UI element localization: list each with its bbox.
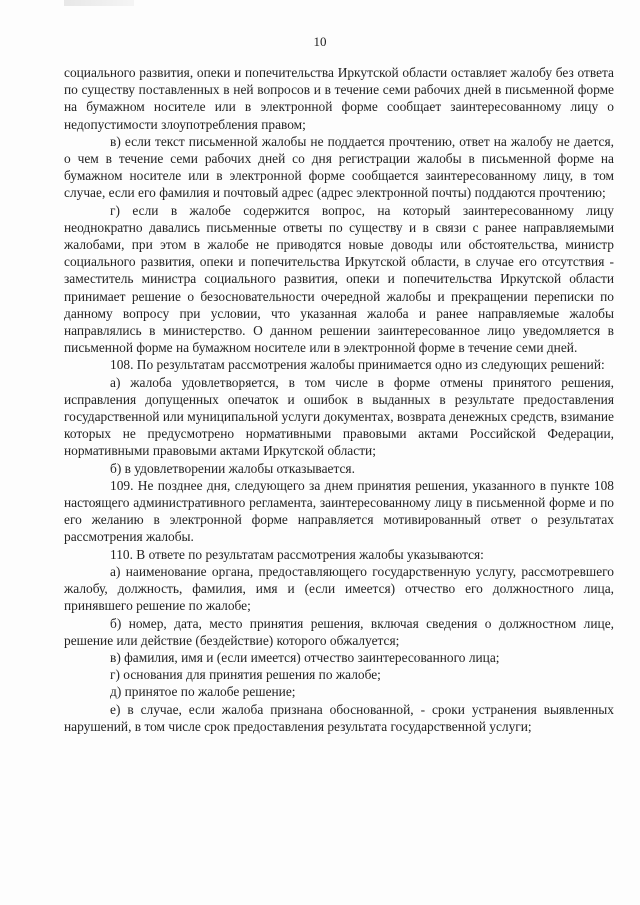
paragraph-item-v: в) если текст письменной жалобы не поддается прочтению, ответ на жалобу не дается, о чем в течение семи рабочих дней со дня регистрации жалобы в письменной форме на бумажном носителе или в электронной форме сообщается заинтересованному лицу, в том случае, если его фамилия и почтовый адрес (адрес электронной почты) поддаются прочтению; bbox=[64, 133, 614, 201]
paragraph-110-item-a: а) наименование органа, предоставляющего государственную услугу, рассмотревшего жалобу, должность, фамилия, имя и (если имеется) отчество его должностного лица, принявшего решение по жалобе; bbox=[64, 563, 614, 614]
paragraph-clause-110: 110. В ответе по результатам рассмотрения жалобы указываются: bbox=[110, 546, 484, 562]
document-body bbox=[64, 64, 614, 735]
paragraph-110-item-d: д) принятое по жалобе решение; bbox=[110, 684, 296, 700]
paragraph-110-item-v: в) фамилия, имя и (если имеется) отчество заинтересованного лица; bbox=[110, 649, 500, 665]
paragraph-110-item-b: б) номер, дата, место принятия решения, включая сведения о должностном лице, решение или действие (бездействие) которого обжалуется; bbox=[64, 615, 614, 648]
paragraph-110-item-g: г) основания для принятия решения по жалобе; bbox=[110, 667, 381, 683]
paragraph-108-item-a: а) жалоба удовлетворяется, в том числе в форме отмены принятого решения, исправления допущенных опечаток и ошибок в выданных в результате предоставления государственной или муниципальной услуги документах, возврата денежных средств, взимание которых не предусмотрено нормативными правовыми актами Российской Федерации, нормативными правовыми актами Иркутской области; bbox=[64, 374, 614, 459]
scan-artifact bbox=[64, 0, 134, 6]
paragraph-108-item-b: б) в удовлетворении жалобы отказывается. bbox=[110, 460, 355, 476]
paragraph-clause-108: 108. По результатам рассмотрения жалобы принимается одно из следующих решений: bbox=[110, 357, 605, 373]
paragraph-item-g: г) если в жалобе содержится вопрос, на который заинтересованному лицу неоднократно давались письменные ответы по существу и в связи с ранее направляемыми жалобами, при этом в жалобе не приводятся новые доводы или обстоятельства, министр социального развития, опеки и попечительства Иркутской области, в случае его отсутствия - заместитель министра социального развития, опеки и попечительства Иркутской области принимает решение о безосновательности очередной жалобы и прекращении переписки по данному вопросу при условии, что указанная жалоба и ранее направляемые жалобы направлялись в министерство. О данном решении заинтересованное лицо уведомляется в письменной форме на бумажном носителе или в электронной форме в течение семи дней. bbox=[64, 202, 614, 356]
paragraph-continuation: социального развития, опеки и попечительства Иркутской области оставляет жалобу без ответа по существу поставленных в ней вопросов и в течение семи рабочих дней в письменной форме на бумажном носителе или в электронной форме сообщает заинтересованному лицу о недопустимости злоупотребления правом; bbox=[64, 65, 614, 132]
page-number: 10 bbox=[313, 34, 327, 49]
paragraph-110-item-e: е) в случае, если жалоба признана обоснованной, - сроки устранения выявленных нарушений, в том числе срок предоставления результата государственной услуги; bbox=[64, 701, 614, 734]
paragraph-clause-109: 109. Не позднее дня, следующего за днем принятия решения, указанного в пункте 108 настоящего административного регламента, заинтересованному лицу в письменной форме и по его желанию в электронной форме направляется мотивированный ответ о результатах рассмотрения жалобы. bbox=[64, 477, 614, 545]
